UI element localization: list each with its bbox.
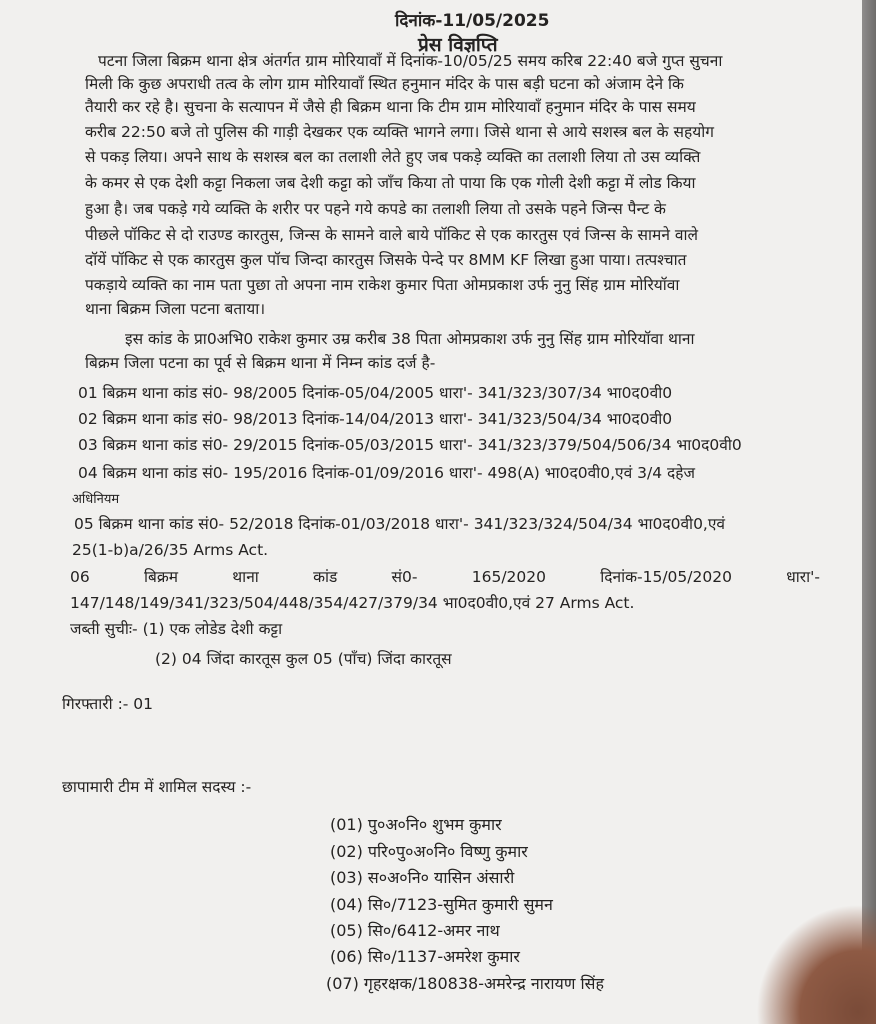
team-member: (02) परि०पु०अ०नि० विष्णु कुमार bbox=[330, 842, 528, 861]
case-entry-cont: 25(1-b)a/26/35 Arms Act. bbox=[72, 541, 269, 559]
case-entry: 04 बिक्रम थाना कांड सं0- 195/2016 दिनांक-01/09/2016 धारा'- 498(A) भा0द0वी0,एवं 3/4 दहेज bbox=[78, 464, 696, 482]
team-member: (05) सि०/6412-अमर नाथ bbox=[330, 921, 500, 940]
body-line: तैयारी कर रहे है। सुचना के सत्यापन में जैसे ही बिक्रम थाना कि टीम ग्राम मोरियावाँ हनुमान मंदिर के पास समय bbox=[85, 98, 696, 116]
body-line: से पकड़ लिया। अपने साथ के सशस्त्र बल का तलाशी लेते हुए जब पकड़े व्यक्ति का तलाशी लिया तो उस व्यक्ति bbox=[85, 148, 701, 166]
body-line: थाना बिक्रम जिला पटना बताया। bbox=[85, 300, 266, 318]
case-06-part: 165/2020 bbox=[471, 568, 546, 586]
body-line: पटना जिला बिक्रम थाना क्षेत्र अंतर्गत ग्राम मोरियावाँ में दिनांक-10/05/25 समय करिब 22:40 बजे गुप्त सुचना bbox=[98, 52, 723, 70]
case-06-line1 bbox=[70, 568, 820, 587]
body-line: के कमर से एक देशी कट्टा निकला जब देशी कट्टा को जाँच किया तो पाया कि एक गोली देशी कट्टा में लोड किया bbox=[85, 174, 696, 192]
case-06-part: कांड bbox=[313, 568, 338, 586]
case-entry-cont: अधिनियम bbox=[72, 492, 120, 507]
para2-line: इस कांड के प्रा0अभि0 राकेश कुमार उम्र करीब 38 पिता ओमप्रकाश उर्फ नुनु सिंह ग्राम मोरियॉवा थाना bbox=[125, 330, 695, 348]
para2-line: बिक्रम जिला पटना का पूर्व से बिक्रम थाना में निम्न कांड दर्ज है- bbox=[85, 354, 436, 372]
case-06-part: सं0- bbox=[391, 568, 418, 586]
team-member: (01) पु०अ०नि० शुभम कुमार bbox=[330, 815, 502, 834]
release-date: दिनांक-11/05/2025 bbox=[395, 11, 550, 31]
page-edge-shadow bbox=[862, 0, 876, 1024]
body-line: हुआ है। जब पकड़े गये व्यक्ति के शरीर पर पहने गये कपडे का तलाशी लिया तो उसके पहने जिन्स पैन्ट के bbox=[85, 200, 666, 218]
body-line: पकड़ाये व्यक्ति का नाम पता पुछा तो अपना नाम राकेश कुमार पिता ओमप्रकाश उर्फ नुनु सिंह ग्राम मोरियॉवा bbox=[85, 276, 680, 294]
case-06-part: दिनांक-15/05/2020 bbox=[600, 568, 732, 586]
case-entry: 01 बिक्रम थाना कांड सं0- 98/2005 दिनांक-05/04/2005 धारा'- 341/323/307/34 भा0द0वी0 bbox=[78, 384, 673, 402]
case-entry: 02 बिक्रम थाना कांड सं0- 98/2013 दिनांक-14/04/2013 धारा'- 341/323/504/34 भा0द0वी0 bbox=[78, 410, 673, 428]
thumb bbox=[756, 904, 876, 1024]
body-line: पीछले पॉकिट से दो राउण्ड कारतुस, जिन्स के सामने वाले बाये पॉकिट से एक कारतुस एवं जिन्स के सामने वाले bbox=[85, 226, 698, 244]
case-06-part: थाना bbox=[232, 568, 259, 586]
team-member: (03) स०अ०नि० यासिन अंसारी bbox=[330, 868, 515, 887]
case-06-part: बिक्रम bbox=[143, 568, 179, 586]
case-06-part: धारा'- bbox=[786, 568, 820, 586]
arrest-count: गिरफ्तारी :- 01 bbox=[62, 695, 154, 713]
case-entry: 03 बिक्रम थाना कांड सं0- 29/2015 दिनांक-05/03/2015 धारा'- 341/323/379/504/506/34 भा0द0वी0 bbox=[78, 436, 742, 454]
case-06-line2: 147/148/149/341/323/504/448/354/427/379/34 भा0द0वी0,एवं 27 Arms Act. bbox=[70, 594, 635, 612]
body-line: मिली कि कुछ अपराधी तत्व के लोग ग्राम मोरियावाँ स्थित हनुमान मंदिर के पास बड़ी घटना को अंजाम देने कि bbox=[85, 75, 684, 93]
body-line: करीब 22:50 बजे तो पुलिस की गाड़ी देखकर एक व्यक्ति भागने लगा। जिसे थाना से आये सशस्त्र बल के सहयोग bbox=[85, 123, 714, 141]
seizure-item: (2) 04 जिंदा कारतूस कुल 05 (पाँच) जिंदा कारतूस bbox=[155, 650, 452, 668]
body-line: दॉयें पॉकिट से एक कारतुस कुल पॉच जिन्दा कारतुस जिसके पेन्दे पर 8MM KF लिखा हुआ पाया। तत्पश्चात bbox=[85, 251, 687, 269]
case-06-part: 06 bbox=[70, 568, 90, 586]
team-heading: छापामारी टीम में शामिल सदस्य :- bbox=[62, 778, 252, 796]
case-entry: 05 बिक्रम थाना कांड सं0- 52/2018 दिनांक-01/03/2018 धारा'- 341/323/324/504/34 भा0द0वी0,एवं bbox=[74, 515, 726, 533]
team-member: (07) गृहरक्षक/180838-अमरेन्द्र नारायण सिंह bbox=[326, 974, 604, 993]
seizure-list: जब्ती सुचीः- (1) एक लोडेड देशी कट्टा bbox=[70, 620, 283, 638]
team-member: (04) सि०/7123-सुमित कुमारी सुमन bbox=[330, 895, 553, 914]
page-title: प्रेस विज्ञप्ति bbox=[418, 34, 498, 56]
team-member: (06) सि०/1137-अमरेश कुमार bbox=[330, 947, 520, 966]
